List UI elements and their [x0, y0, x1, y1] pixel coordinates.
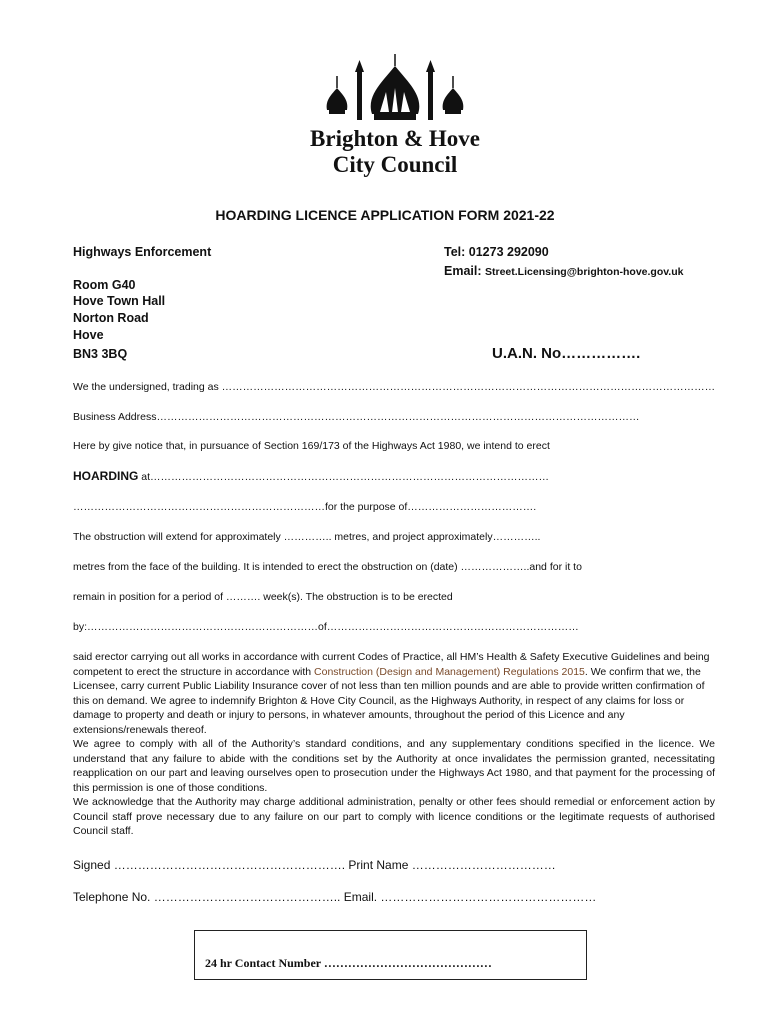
business-address-field: Business Address…………………………………………………………………………………………………………………………: [73, 411, 640, 423]
erection-date-field: metres from the face of the building. It is intended to erect the obstruction on (date) ………………..and for it to: [73, 561, 582, 573]
council-name-line1: Brighton & Hove: [310, 126, 480, 151]
address-line: Hove Town Hall: [73, 294, 166, 308]
notice-text: Here by give notice that, in pursuance of Section 169/173 of the Highways Act 1980, we intend to erect: [73, 440, 550, 452]
purpose-field: ………………………………………………………………for the purpose of……………………………….: [73, 501, 537, 513]
address-line: Hove: [73, 328, 104, 342]
hoarding-location-field: [73, 469, 549, 483]
cdm-regulations-reference: Construction (Design and Management) Regulations 2015: [314, 665, 585, 678]
declaration-paragraph: said erector carrying out all works in accordance with current Codes of Practice, all HM’s Health & Safety Executive Guidelines and being competent to erect the structure in accordance with Construction (Design and Management) Regulations 2015. We confirm that we, the Licensee, carry current Public Liability Insurance cover of not less than ten million pounds and are able to provide written confirmation of this on demand. We agree to indemnify Brighton & Hove City Council, as the Highways Authority, in respect of any claims for loss or damage to property and death or injury to persons, in whatever amounts, throughout the period of this Licence and any extensions/renewals thereof.: [73, 651, 710, 736]
hoarding-label: HOARDING: [73, 469, 139, 483]
council-name-line2: City Council: [332, 152, 458, 177]
trading-as-field: We the undersigned, trading as ……………………………………………………………………………………………………………………………: [73, 381, 716, 393]
erector-field: by:…………………………………………………………of………………………………………………………………: [73, 621, 579, 633]
signed-print-name-field: Signed …………………………………………………. Print Name ………………………………: [73, 858, 556, 872]
hoarding-dots: at……………………………………………………………………………………………………: [138, 471, 550, 483]
contact-number-field: 24 hr Contact Number ……………………………………: [205, 956, 492, 970]
declaration-text: [73, 650, 715, 839]
telephone-email-field: Telephone No. ……………………………………….. Email. ………………………………………………: [73, 890, 597, 904]
declaration-paragraph: We agree to comply with all of the Authority’s standard conditions, and any supplementary conditions specified in the licence. We understand that any failure to abide with the conditions set by the Authority at once invalidates the permission granted, necessitating reapplication on our part and leaving ourselves open to prosecution under the Highways Act 1980, and that payment for the processing of this permission is one of those conditions.: [73, 738, 715, 794]
contact-number-box: [194, 930, 587, 980]
address-postcode: BN3 3BQ: [73, 347, 128, 361]
extent-field: The obstruction will extend for approximately ………….. metres, and project approximately…………..: [73, 531, 541, 543]
email-line: [444, 262, 683, 280]
council-logo: [290, 52, 500, 182]
telephone-number: Tel: 01273 292090: [444, 245, 549, 259]
department-name: Highways Enforcement: [73, 245, 212, 259]
address-line: Norton Road: [73, 311, 149, 325]
email-address: Street.Licensing@brighton-hove.gov.uk: [485, 266, 684, 278]
pavilion-domes-icon: [320, 52, 470, 130]
form-title: HOARDING LICENCE APPLICATION FORM 2021-22: [215, 207, 555, 223]
duration-field: remain in position for a period of ………. week(s). The obstruction is to be erected: [73, 591, 453, 603]
email-label: Email:: [444, 264, 485, 278]
declaration-paragraph: We acknowledge that the Authority may charge additional administration, penalty or other fees should remedial or enforcement action by Council staff prove necessary due to any failure on our part to comply with licence conditions or the legitimate requests of authorised Council staff.: [73, 796, 715, 837]
address-line: Room G40: [73, 278, 136, 292]
uan-number: U.A.N. No…………….: [492, 345, 641, 362]
